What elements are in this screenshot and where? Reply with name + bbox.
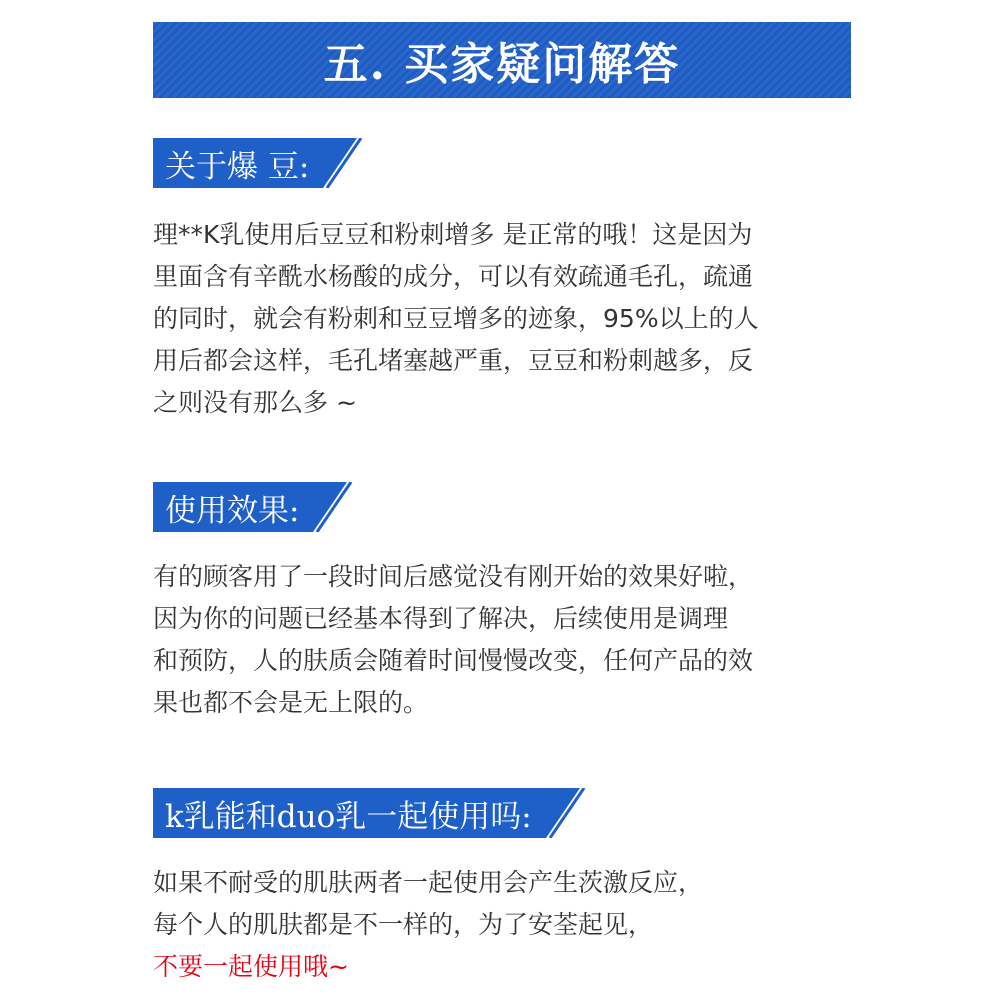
banner-title: 五. 买家疑问解答 [323,39,681,90]
body-line: 理**K乳使用后豆豆和粉刺增多 是正常的哦！这是因为 [153,220,753,249]
section-heading-label: 使用效果: [153,482,313,532]
body-line: 和预防，人的肤质会随着时间慢慢改变，任何产品的效 [153,646,754,675]
section-body-combine [153,862,853,988]
section-heading-label: k乳能和duo乳一起使用吗: [153,788,546,838]
section-body-breakout [153,214,853,424]
section-heading-effect [153,482,357,532]
body-line: 有的顾客用了一段时间后感觉没有刚开始的效果好啦， [153,562,754,591]
body-line: 因为你的问题已经基本得到了解决，后续使用是调理 [153,604,729,633]
body-line: 里面含有辛酰水杨酸的成分，可以有效疏通毛孔，疏通 [153,262,754,291]
body-line: 果也都不会是无上限的。 [153,688,429,717]
slash-decoration-icon [323,138,367,188]
section-heading-combine [153,788,590,838]
section-heading-label: 关于爆 豆: [153,138,323,188]
body-line: 用后都会这样，毛孔堵塞越严重，豆豆和粉刺越多，反 [153,346,754,375]
body-line: 的同时，就会有粉刺和豆豆增多的迹象，95%以上的人 [153,304,759,333]
section-body-effect [153,556,853,724]
body-line: 之则没有那么多 ~ [153,388,357,417]
slash-decoration-icon [546,788,590,838]
body-line: 每个人的肌肤都是不一样的，为了安荃起见， [153,910,654,939]
section-heading-breakout [153,138,367,188]
warning-line: 不要一起使用哦~ [153,952,349,981]
section-banner [153,22,851,98]
slash-decoration-icon [313,482,357,532]
body-line: 如果不耐受的肌肤两者一起使用会产生茨激反应， [153,868,704,897]
